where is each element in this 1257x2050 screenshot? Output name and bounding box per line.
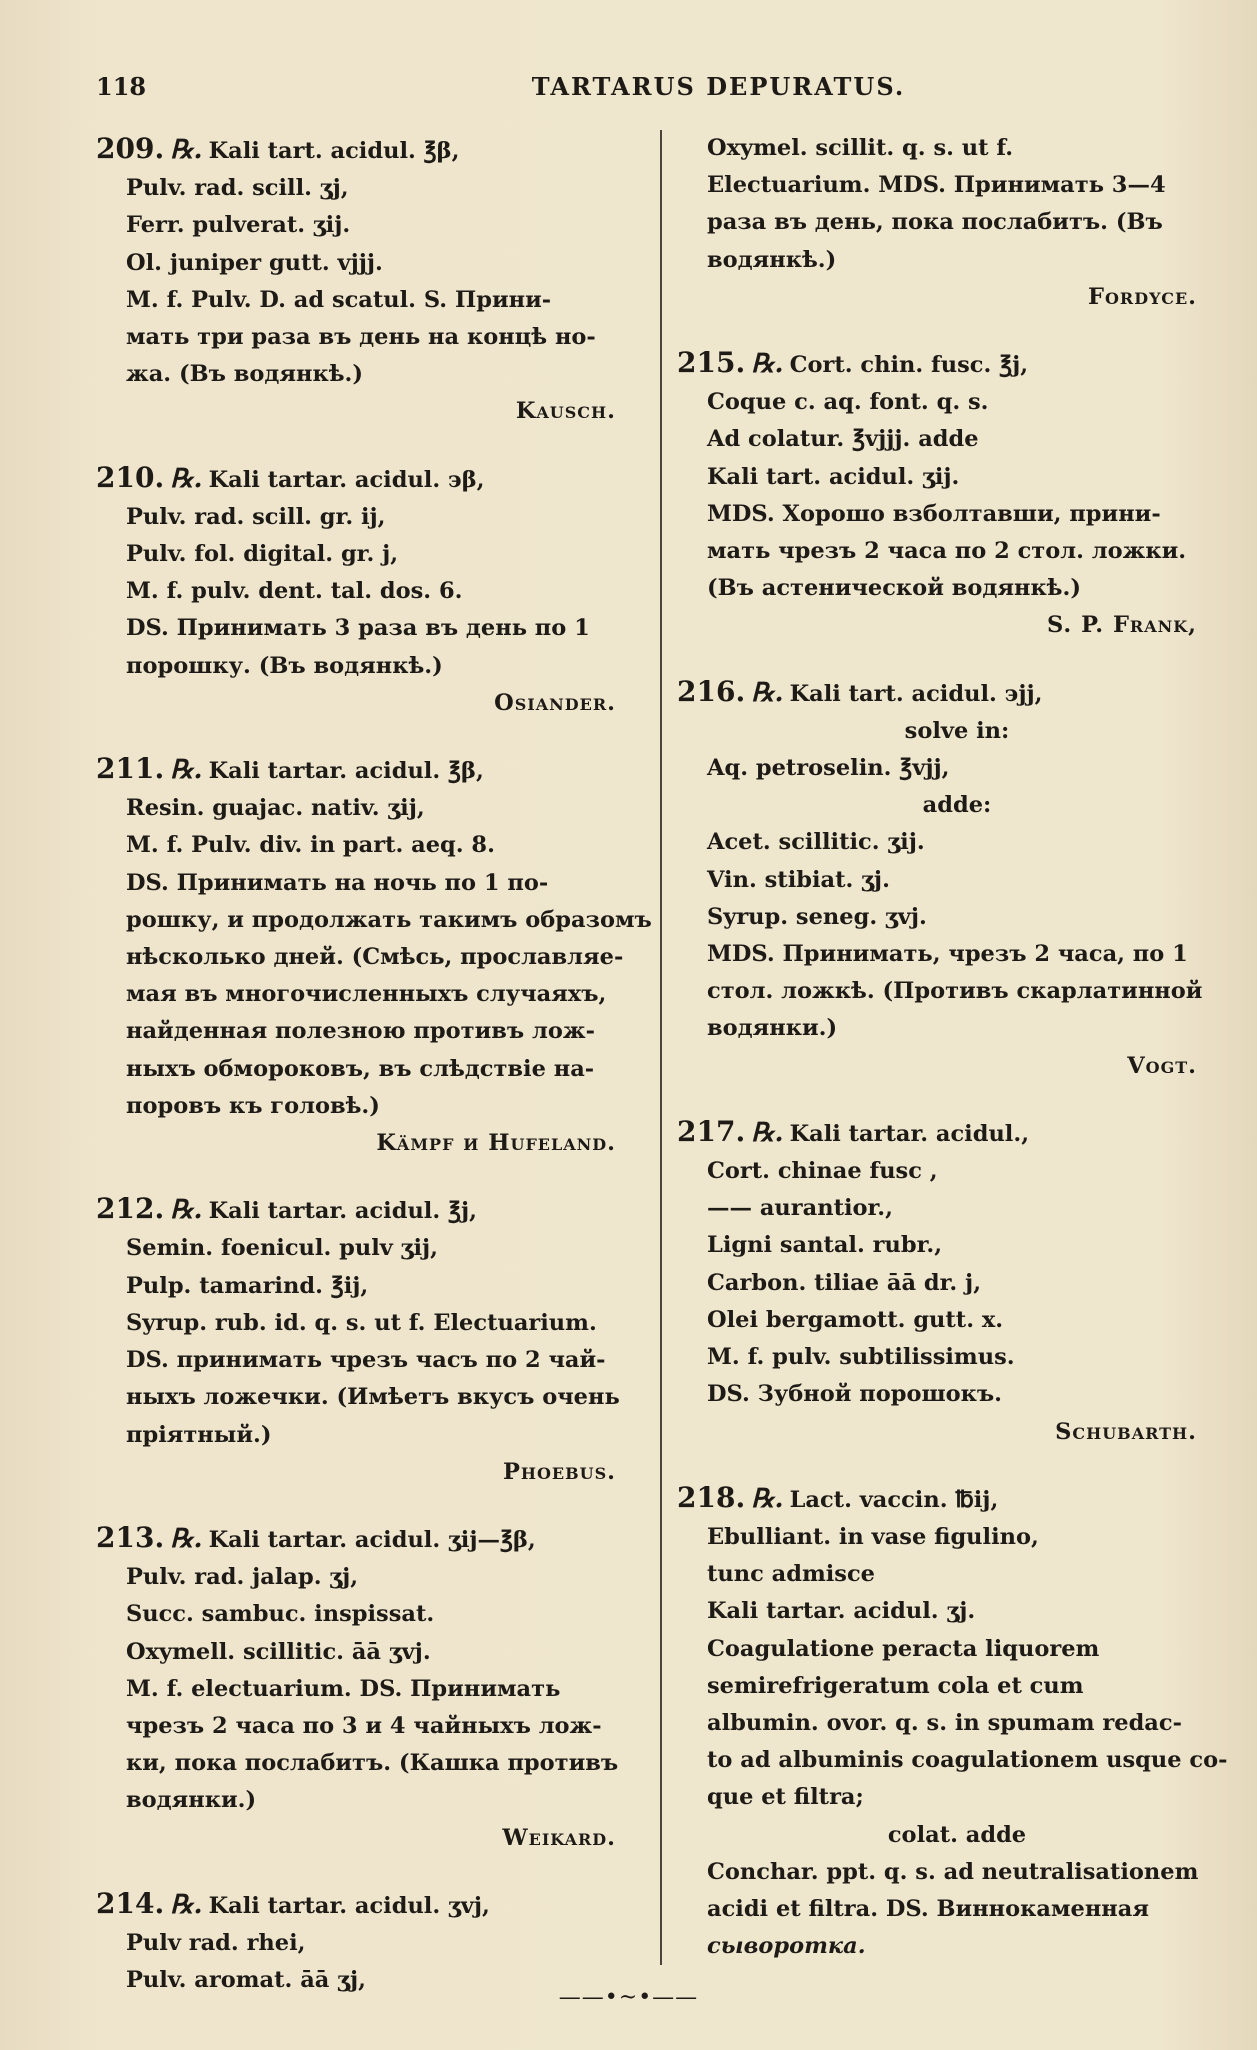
recipe-author: Osiander.	[494, 689, 616, 716]
recipe-line: жа. (Въ водянкѣ.)	[126, 361, 363, 388]
recipe-number: 217.	[677, 1114, 746, 1148]
recipe-line: Kali tartar. acidul.,	[789, 1120, 1030, 1147]
rx-symbol: ℞.	[751, 677, 784, 708]
rx-symbol: ℞.	[170, 1523, 203, 1554]
recipe-line: Oxymel. scillit. q. s. ut f.	[707, 135, 1014, 161]
rx-symbol: ℞.	[170, 1195, 203, 1226]
recipe-217	[677, 1113, 1237, 1451]
recipe-line: Pulv rad. rhei,	[126, 1929, 306, 1956]
footer-ornament: ——•~•——	[558, 1985, 699, 2010]
recipe-line: Kali tartar. acidul. ϶β,	[208, 466, 485, 493]
recipe-line: Ferr. pulverat. ʒij.	[126, 212, 351, 239]
recipe-210	[96, 459, 656, 722]
rx-symbol: ℞.	[170, 755, 203, 786]
recipe-line: M. f. Pulv. D. ad scatul. S. Прини-	[126, 286, 552, 313]
recipe-author: Kausch.	[515, 398, 616, 425]
recipe-line: стол. ложкѣ. (Противъ скарлатинной	[707, 978, 1203, 1005]
recipe-line: Lact. vaccin. ℔ij,	[789, 1486, 999, 1513]
recipe-line: solve in:	[904, 717, 1010, 744]
recipe-line: Pulv. rad. jalap. ʒj,	[126, 1564, 359, 1591]
page-number: 118	[96, 72, 147, 101]
recipe-line: Carbon. tiliae āā dr. j,	[707, 1269, 982, 1296]
rx-symbol: ℞.	[751, 1483, 784, 1514]
recipe-215	[677, 344, 1237, 645]
recipe-line: поровъ къ головѣ.)	[126, 1092, 380, 1119]
recipe-line: Ad colatur. ℥vjjj. adde	[707, 426, 979, 453]
recipe-line: мая въ многочисленныхъ случаяхъ,	[126, 981, 607, 1008]
recipe-line: Coque c. aq. font. q. s.	[707, 389, 989, 416]
recipe-line: —— aurantior.,	[707, 1195, 893, 1222]
column-divider	[660, 130, 662, 1965]
recipe-line: водянкѣ.)	[707, 246, 837, 273]
recipe-author: Vogt.	[1127, 1052, 1197, 1079]
recipe-line: Kali tartar. acidul. ℥β,	[208, 758, 484, 785]
recipe-line: ки, пока послабитъ. (Кашка противъ	[126, 1750, 619, 1777]
recipe-author: Schubarth.	[1055, 1418, 1197, 1445]
recipe-author: Fordyce.	[1088, 283, 1197, 310]
recipe-line: Ebulliant. in vase figulino,	[707, 1523, 1039, 1550]
recipe-line: Pulv. aromat. āā ʒj,	[126, 1967, 366, 1994]
recipe-line: tunc admisce	[707, 1561, 875, 1588]
recipe-line: Kali tartar. acidul. ʒj.	[707, 1598, 976, 1625]
recipe-line: Conchar. ppt. q. s. ad neutralisationem	[707, 1858, 1199, 1885]
recipe-214-part2	[677, 130, 1237, 316]
recipe-line: DS. Принимать на ночь по 1 по-	[126, 869, 549, 896]
recipe-line: adde:	[922, 792, 992, 819]
recipe-line: (Въ астенической водянкѣ.)	[707, 575, 1081, 602]
recipe-line: Coagulatione peracta liquorem	[707, 1635, 1100, 1662]
recipe-number: 209.	[96, 132, 165, 165]
recipe-line: порошку. (Въ водянкѣ.)	[126, 652, 443, 679]
recipe-number: 214.	[96, 1886, 165, 1920]
rx-symbol: ℞.	[751, 1117, 784, 1148]
recipe-number: 212.	[96, 1192, 165, 1226]
recipe-number: 210.	[96, 460, 165, 494]
recipe-line: мать чрезъ 2 часа по 2 стол. ложки.	[707, 538, 1187, 565]
recipe-line: albumin. ovor. q. s. in spumam redac-	[707, 1709, 1182, 1736]
recipe-line: colat. adde	[887, 1821, 1027, 1848]
recipe-line: que et filtra;	[707, 1784, 864, 1811]
right-column	[677, 130, 1237, 1993]
recipe-line: сыворотка.	[707, 1933, 866, 1960]
recipe-line: DS. Зубной порошокъ.	[707, 1381, 1003, 1408]
recipe-line: acidi et filtra. DS. Виннокаменная	[707, 1895, 1149, 1922]
recipe-line: Olei bergamott. gutt. x.	[707, 1306, 1004, 1333]
recipe-line: чрезъ 2 часа по 3 и 4 чайныхъ лож-	[126, 1712, 602, 1739]
recipe-line: Aq. petroselin. ℥vjj,	[707, 755, 950, 782]
recipe-line: Succ. sambuc. inspissat.	[126, 1601, 435, 1628]
recipe-number: 211.	[96, 752, 165, 786]
recipe-line: Kali tartar. acidul. ℥j,	[208, 1198, 477, 1225]
recipe-line: Pulv. rad. scill. ʒj,	[126, 175, 349, 202]
recipe-line: нѣсколько дней. (Смѣсь, прославляе-	[126, 944, 624, 971]
recipe-line: раза въ день, пока послабитъ. (Въ	[707, 209, 1163, 236]
rx-symbol: ℞.	[170, 135, 203, 165]
recipe-number: 215.	[677, 346, 746, 380]
recipe-line: водянки.)	[126, 1787, 257, 1814]
recipe-line: Electuarium. MDS. Принимать 3—4	[707, 172, 1166, 199]
page-header	[96, 72, 1161, 112]
recipe-line: Vin. stibiat. ʒj.	[707, 866, 890, 893]
recipe-line: Ol. juniper gutt. vjjj.	[126, 249, 383, 276]
recipe-line: MDS. Принимать, чрезъ 2 часа, по 1	[707, 941, 1188, 968]
recipe-line: MDS. Хорошо взболтавши, прини-	[707, 500, 1161, 527]
rx-symbol: ℞.	[751, 349, 784, 380]
recipe-line: Resin. guajac. nativ. ʒij,	[126, 795, 425, 822]
recipe-line: Acet. scillitic. ʒij.	[707, 829, 925, 856]
recipe-line: semirefrigeratum cola et cum	[707, 1672, 1084, 1699]
recipe-line: Cort. chinae fusc ,	[707, 1158, 938, 1185]
recipe-line: Oxymell. scillitic. āā ʒvj.	[126, 1638, 431, 1665]
recipe-line: Pulv. fol. digital. gr. j,	[126, 541, 399, 568]
recipe-line: M. f. electuarium. DS. Принимать	[126, 1675, 561, 1702]
recipe-line: Pulp. tamarind. ℥ij,	[126, 1272, 369, 1299]
recipe-line: Kali tartar. acidul. ʒij—℥β,	[208, 1526, 536, 1553]
recipe-number: 213.	[96, 1520, 165, 1554]
recipe-211	[96, 750, 656, 1162]
recipe-author: Phoebus.	[502, 1458, 616, 1485]
recipe-213	[96, 1519, 656, 1857]
recipe-line: Semin. foenicul. pulv ʒij,	[126, 1235, 438, 1262]
recipe-line: найденная полезною противъ лож-	[126, 1018, 595, 1045]
rx-symbol: ℞.	[170, 463, 203, 494]
recipe-line: мать три раза въ день на концѣ но-	[126, 324, 596, 351]
recipe-line: M. f. pulv. subtilissimus.	[707, 1344, 1015, 1371]
running-title: TARTARUS DEPURATUS.	[531, 72, 906, 101]
recipe-line: ныхъ обмороковъ, въ слѣдствіе на-	[126, 1055, 595, 1082]
recipe-line: Kali tart. acidul. ʒij.	[707, 463, 960, 490]
recipe-212	[96, 1190, 656, 1491]
recipe-line: to ad albuminis coagulationem usque co-	[707, 1747, 1228, 1774]
recipe-line: Syrup. rub. id. q. s. ut f. Electuarium.	[126, 1309, 597, 1336]
left-column	[96, 130, 656, 2027]
recipe-line: Kali tart. acidul. ϶jj,	[789, 680, 1043, 707]
recipe-line: ныхъ ложечки. (Имѣетъ вкусъ очень	[126, 1384, 620, 1411]
recipe-line: DS. Принимать 3 раза въ день по 1	[126, 615, 590, 642]
recipe-line: DS. принимать чрезъ часъ по 2 чай-	[126, 1347, 606, 1374]
recipe-line: Pulv. rad. scill. gr. ij,	[126, 503, 386, 530]
recipe-author: Weikard.	[502, 1824, 616, 1851]
recipe-line: Ligni santal. rubr.,	[707, 1232, 943, 1259]
recipe-214-part1	[96, 1885, 656, 2000]
recipe-number: 218.	[677, 1480, 746, 1514]
recipe-number: 216.	[677, 674, 746, 708]
recipe-line: Kali tartar. acidul. ʒvj,	[208, 1892, 490, 1919]
recipe-line: Kali tart. acidul. ℥β,	[208, 138, 460, 164]
rx-symbol: ℞.	[170, 1889, 203, 1920]
recipe-line: M. f. pulv. dent. tal. dos. 6.	[126, 578, 463, 605]
recipe-218	[677, 1479, 1237, 1966]
recipe-line: Syrup. seneg. ʒvj.	[707, 903, 927, 930]
recipe-line: водянки.)	[707, 1015, 838, 1042]
recipe-author: Kämpf и Hufeland.	[376, 1130, 616, 1157]
recipe-line: рошку, и продолжать такимъ образомъ	[126, 906, 652, 933]
recipe-line: Cort. chin. fusc. ℥j,	[789, 352, 1029, 379]
recipe-209	[96, 130, 656, 431]
recipe-line: пріятный.)	[126, 1421, 272, 1448]
recipe-author: S. P. Frank,	[1046, 612, 1197, 639]
recipe-216	[677, 673, 1237, 1085]
recipe-line: M. f. Pulv. div. in part. aeq. 8.	[126, 832, 495, 859]
